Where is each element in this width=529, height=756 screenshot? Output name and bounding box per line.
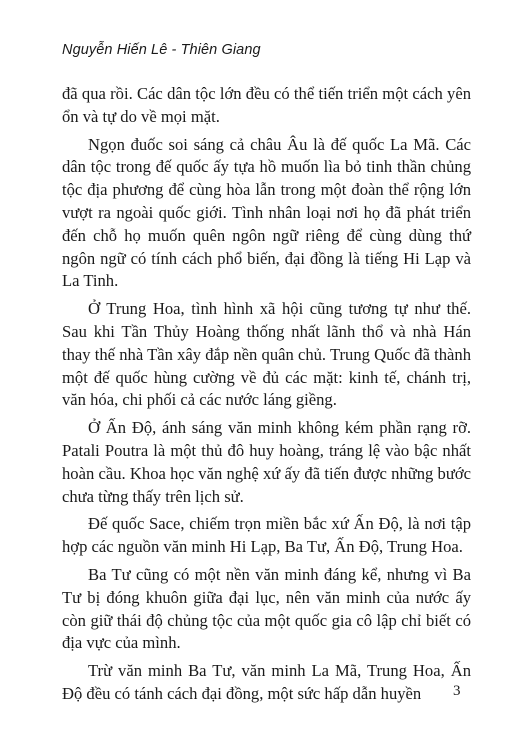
paragraph: Ở Ấn Độ, ánh sáng văn minh không kém phần rạng rỡ. Patali Poutra là một thủ đô huy hoàng, tráng lệ vào bậc nhất hoàn cầu. Khoa học văn nghệ xứ ấy đã tiến được những bước chưa từng thấy trên lịch sử.	[62, 418, 471, 506]
page-number: 3	[453, 683, 461, 699]
paragraph: Ở Trung Hoa, tình hình xã hội cũng tương tự như thế. Sau khi Tần Thủy Hoàng thống nhất lãnh thổ và nhà Hán thay thế nhà Tần xây đắp nền quân chủ. Trung Quốc đã thành một đế quốc hùng cường về đủ các mặt: kinh tế, chánh trị, văn hóa, chi phối cả các nước láng giềng.	[62, 299, 471, 410]
paragraph-last: Trừ văn minh Ba Tư, văn minh La Mã, Trung Hoa, Ấn Độ đều có tánh cách đại đồng, một sức hấp dẫn huyền	[62, 661, 471, 703]
running-header: Nguyễn Hiến Lê - Thiên Giang	[62, 42, 261, 58]
body-text	[62, 83, 471, 711]
paragraph-continued: đã qua rồi. Các dân tộc lớn đều có thể tiến triển một cách yên ổn và tự do về mọi mặt.	[62, 84, 471, 126]
paragraph: Ba Tư cũng có một nền văn minh đáng kể, nhưng vì Ba Tư bị đóng khuôn giữa đại lục, nên văn minh của nước ấy còn giữ thái độ chủng tộc của một quốc gia cô lập chỉ biết có địa vực của mình.	[62, 564, 471, 653]
paragraph: Đế quốc Sace, chiếm trọn miền bắc xứ Ấn Độ, là nơi tập hợp các nguồn văn minh Hi Lạp, Ba Tư, Ấn Độ, Trung Hoa.	[62, 514, 471, 557]
paragraph: Ngọn đuốc soi sáng cả châu Âu là đế quốc La Mã. Các dân tộc trong đế quốc ấy tựa hồ muốn lìa bỏ tinh thần chủng tộc địa phương để cùng hòa lẫn trong một đoàn thể rộng lớn vượt ra ngoài quốc giới. Tình nhân loại nơi họ đã phát triển đến chỗ họ muốn quên ngôn ngữ riêng để cùng dùng thứ ngôn ngữ có tính cách phổ biến, đại đồng là tiếng Hi Lạp và La Tinh.	[62, 134, 471, 291]
